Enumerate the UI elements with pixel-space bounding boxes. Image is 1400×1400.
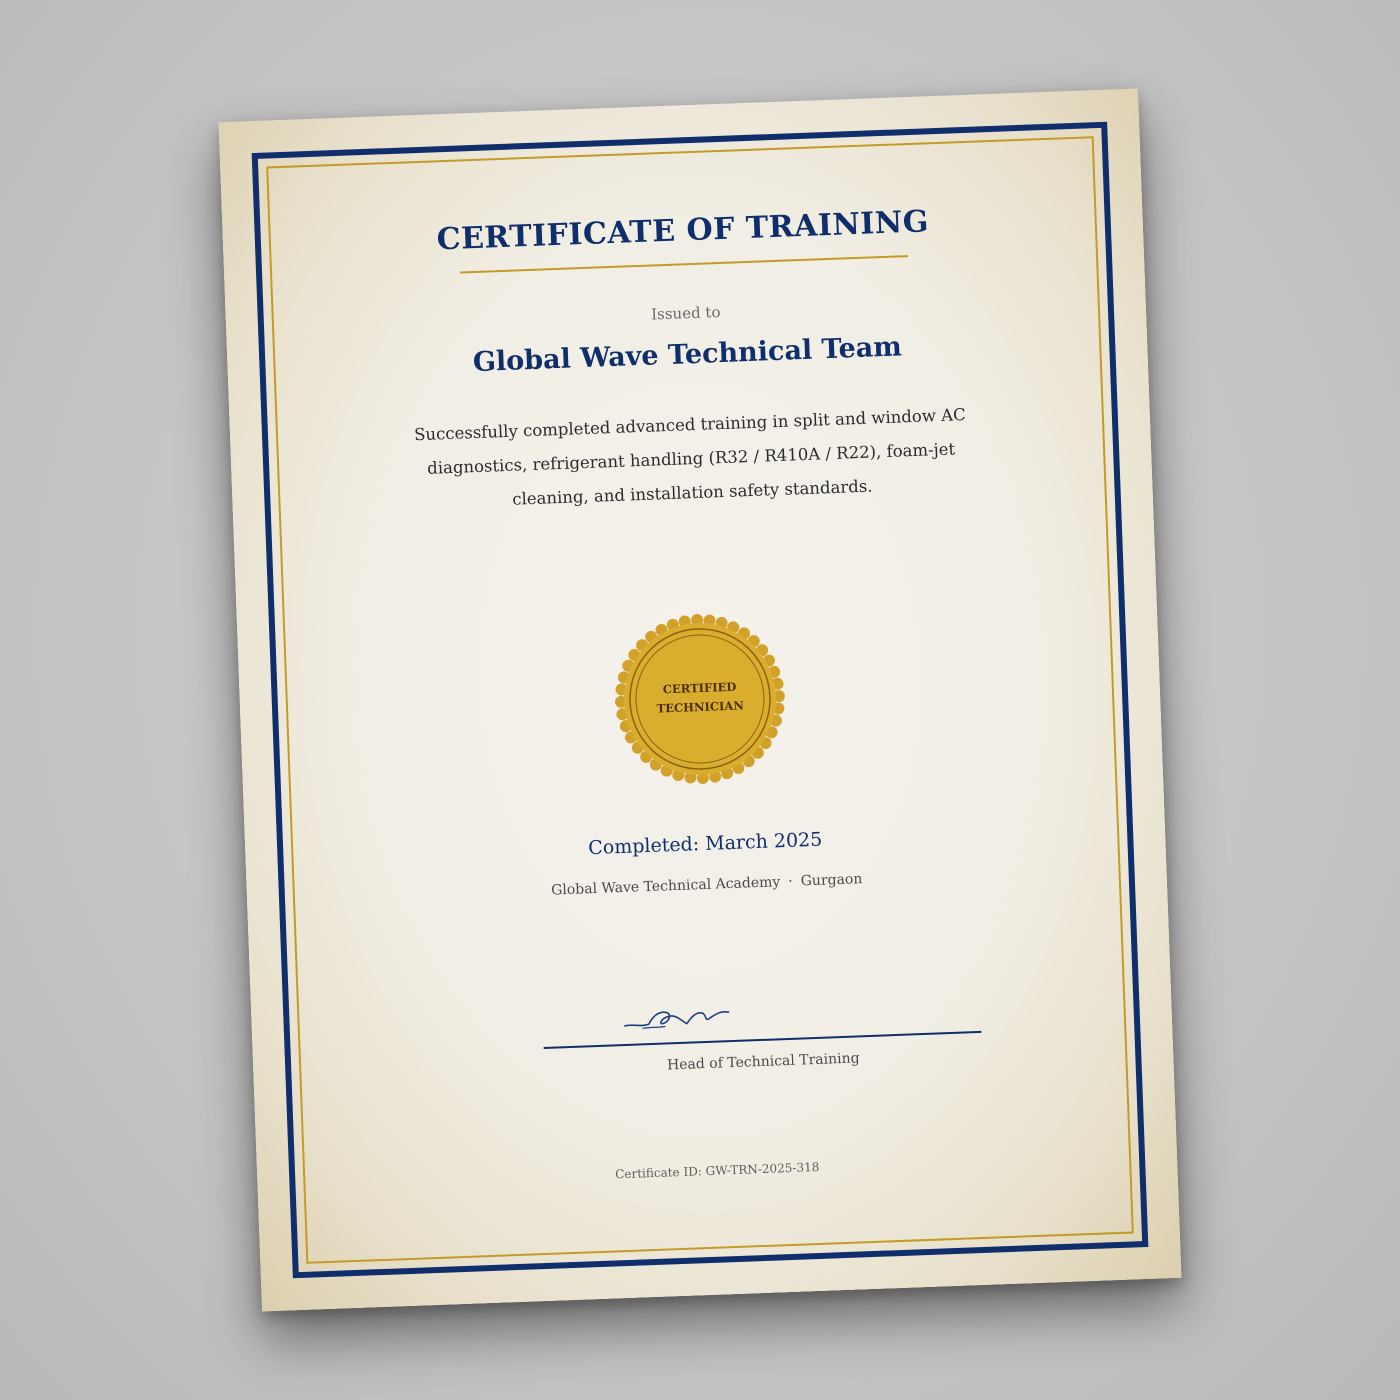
signature-caption: Head of Technical Training — [666, 1050, 860, 1074]
title-divider — [460, 255, 908, 273]
academy-name: Global Wave Technical Academy — [550, 874, 781, 899]
handwritten-signature — [622, 994, 733, 1034]
seal-line-2: TECHNICIAN — [656, 698, 745, 716]
certificate-title: CERTIFICATE OF TRAINING — [436, 204, 930, 258]
training-description: Successfully completed advanced training in split and window AC diagnostics, refrigerant handling (R32 / R410A / R22), foam-jet cleaning, and installation safety standards. — [413, 405, 967, 509]
certificate-document — [219, 89, 1182, 1312]
certificate-id: Certificate ID: GW-TRN-2025-318 — [614, 1159, 820, 1182]
certified-seal — [609, 608, 791, 790]
academy-separator: · — [787, 873, 794, 890]
academy-location: Gurgaon — [800, 871, 863, 890]
seal-text — [611, 676, 788, 720]
signature-line — [544, 1031, 982, 1049]
academy-line — [293, 862, 1121, 908]
recipient-name: Global Wave Technical Team — [472, 331, 903, 379]
completion-date: Completed: March 2025 — [587, 828, 823, 860]
seal-line-1: CERTIFIED — [662, 679, 737, 697]
issued-to-label: Issued to — [650, 302, 721, 324]
certificate-content — [266, 136, 1134, 1264]
